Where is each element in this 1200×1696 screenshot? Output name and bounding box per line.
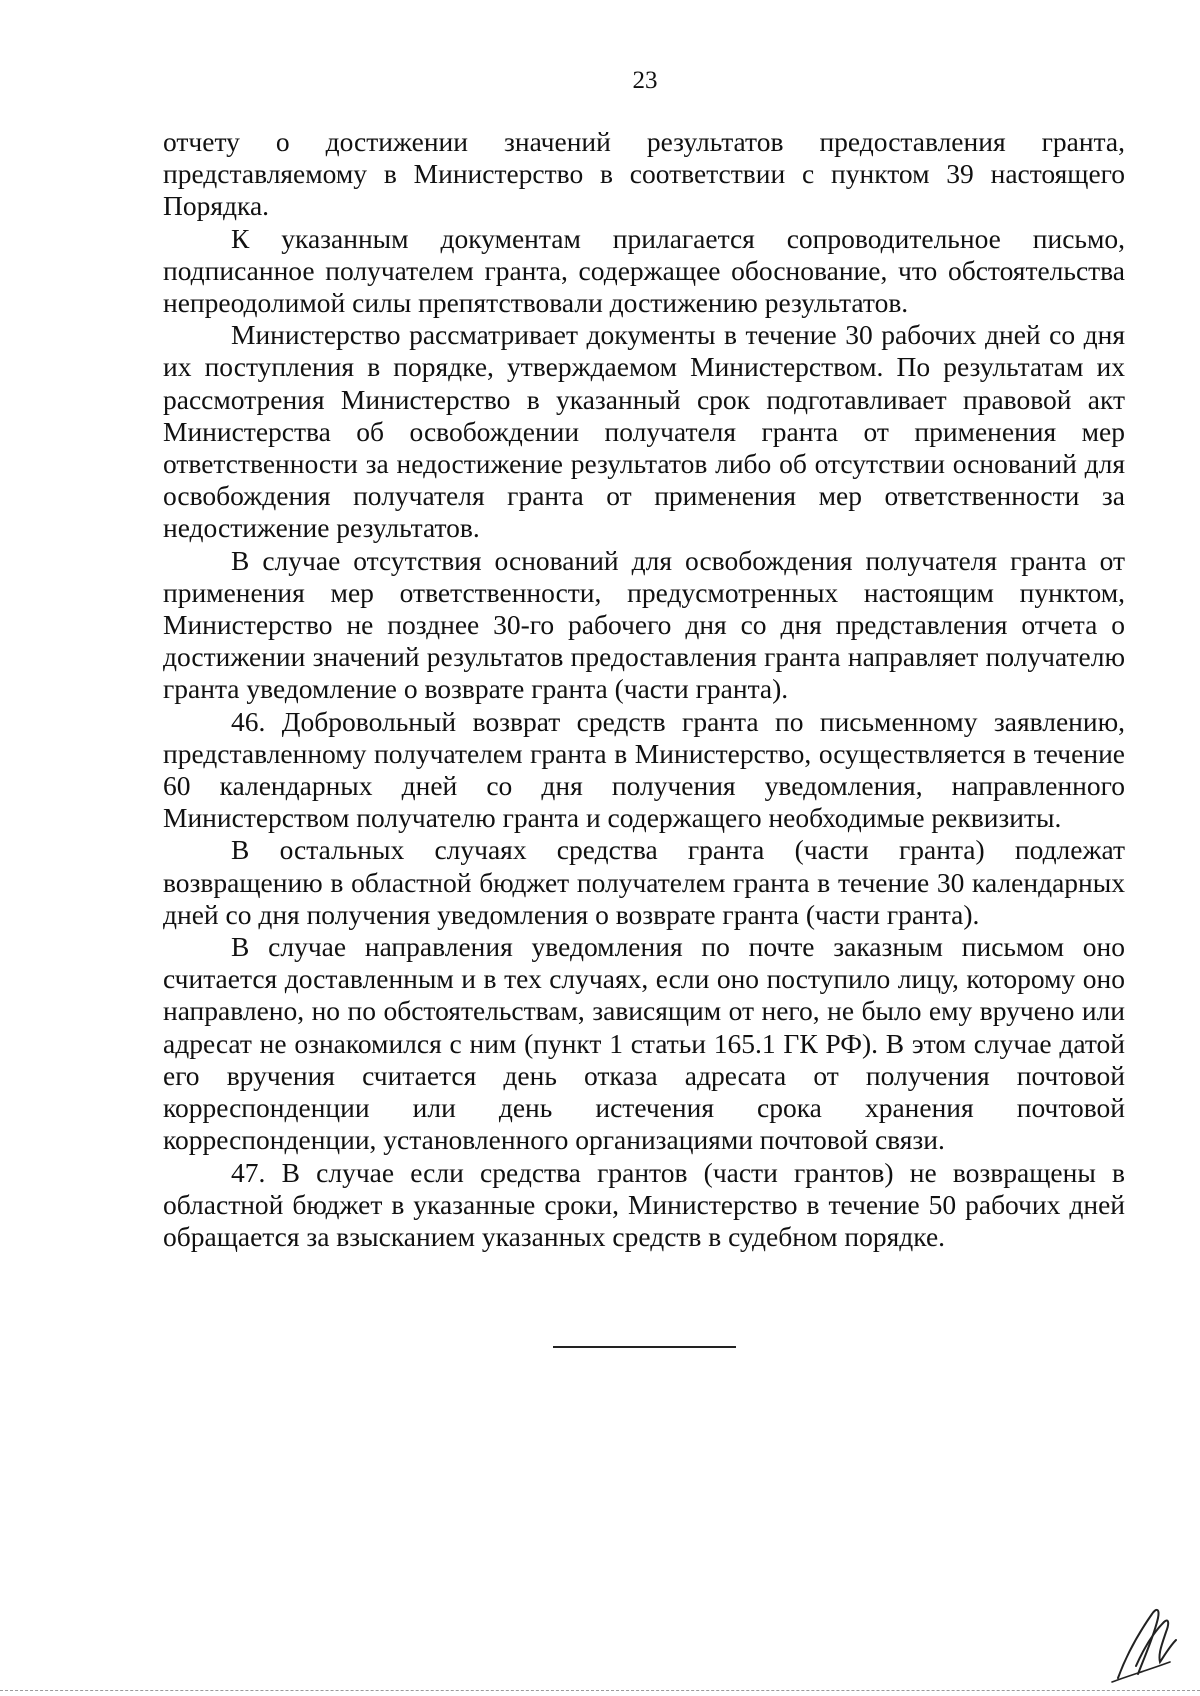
- body-text: [163, 126, 1125, 1253]
- paragraph: К указанным документам прилагается сопроводительное письмо, подписанное получателем гранта, содержащее обоснование, что обстоятельства непреодолимой силы препятствовали достижению результатов.: [163, 222, 1125, 319]
- scan-edge-divider: [0, 1690, 1200, 1691]
- end-of-text-rule: [553, 1346, 736, 1348]
- page-number: 23: [632, 67, 658, 94]
- paragraph: В остальных случаях средства гранта (части гранта) подлежат возвращению в областной бюджет получателем гранта в течение 30 календарных дней со дня получения уведомления о возврате гранта (части гранта).: [163, 834, 1125, 930]
- paragraph-item-46: 46. Добровольный возврат средств гранта по письменному заявлению, представленному получателем гранта в Министерство, осуществляется в течение 60 календарных дней со дня получения уведомления, направленного Министерством получателю гранта и содержащего необходимые реквизиты.: [163, 705, 1125, 834]
- paragraph: Министерство рассматривает документы в течение 30 рабочих дней со дня их поступления в порядке, утверждаемом Министерством. По результатам их рассмотрения Министерство в указанный срок подготавливает правовой акт Министерства об освобождении получателя гранта от применения мер ответственности за недостижение результатов либо об отсутствии оснований для освобождения получателя гранта от применения мер ответственности за недостижение результатов.: [163, 319, 1125, 544]
- paragraph-item-47: 47. В случае если средства грантов (части грантов) не возвращены в областной бюджет в указанные сроки, Министерство в течение 50 рабочих дней обращается за взысканием указанных средств в судебном порядке.: [163, 1156, 1125, 1252]
- handwritten-initials-icon: [1108, 1596, 1188, 1686]
- paragraph: отчету о достижении значений результатов предоставления гранта, представляемому в Министерство в соответствии с пунктом 39 настоящего Порядка.: [163, 126, 1125, 222]
- paragraph: В случае отсутствия оснований для освобождения получателя гранта от применения мер ответственности, предусмотренных настоящим пунктом, Министерство не позднее 30-го рабочего дня со дня представления отчета о достижении значений результатов предоставления гранта направляет получателю гранта уведомление о возврате гранта (части гранта).: [163, 544, 1125, 705]
- paragraph: В случае направления уведомления по почте заказным письмом оно считается доставленным и в тех случаях, если оно поступило лицу, которому оно направлено, но по обстоятельствам, зависящим от него, не было ему вручено или адресат не ознакомился с ним (пункт 1 статьи 165.1 ГК РФ). В этом случае датой его вручения считается день отказа адресата от получения почтовой корреспонденции или день истечения срока хранения почтовой корреспонденции, установленного организациями почтовой связи.: [163, 931, 1125, 1156]
